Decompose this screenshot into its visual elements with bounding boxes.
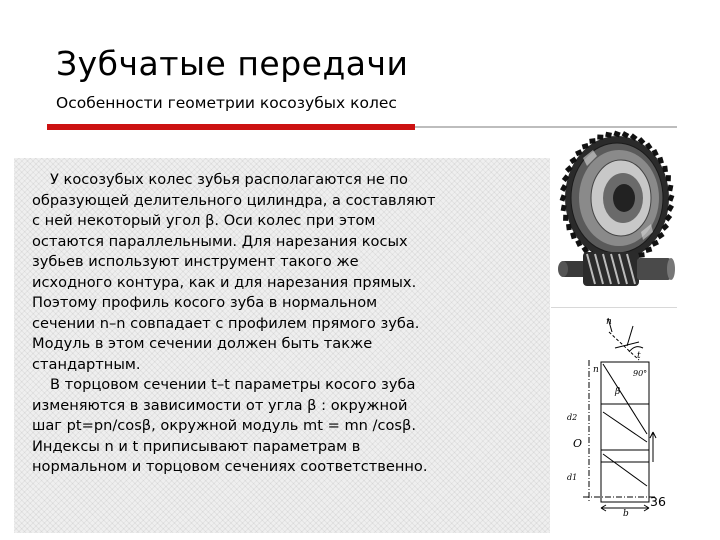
- gear-tooth: [561, 205, 567, 212]
- text-line: Модуль в этом сечении должен быть также: [32, 335, 373, 352]
- paragraph-1: [32, 170, 552, 375]
- text-line: с ней некоторый угол β. Оси колес при этом: [32, 212, 376, 229]
- helical-gear-schematic: [553, 312, 675, 518]
- text-line: У косозубых колес зубья располагаются не по: [50, 171, 408, 188]
- gear-tooth: [566, 224, 572, 231]
- body-text-panel: [14, 158, 550, 533]
- figure-divider: [551, 307, 677, 308]
- gear-tooth: [667, 185, 673, 192]
- label-d1: d1: [567, 473, 578, 482]
- gear-tooth: [589, 138, 596, 144]
- text-line: стандартным.: [32, 355, 141, 373]
- slide-subtitle: Особенности геометрии косозубых колес: [56, 94, 397, 112]
- gear-tooth: [662, 166, 668, 173]
- text-line: нормальном и торцовом сечениях соответственно.: [32, 458, 428, 475]
- gear-outline: [601, 362, 649, 502]
- text-line: Индексы n и t приписывают параметрам в: [32, 437, 361, 455]
- slide-title: Зубчатые передачи: [56, 44, 409, 83]
- label-b: b: [623, 509, 629, 518]
- text-line: Поэтому профиль косого зуба в нормальном: [32, 294, 378, 311]
- label-n-top: n: [606, 317, 612, 327]
- label-beta: β: [615, 387, 621, 397]
- page-number: 36: [650, 494, 666, 509]
- gear-tooth: [666, 175, 671, 181]
- helical-gear-image: [553, 128, 675, 304]
- text-line: зубьев используют инструмент такого же: [32, 253, 359, 270]
- gear-tooth: [563, 215, 568, 221]
- text-line: изменяются в зависимости от угла β : окружной: [32, 396, 408, 414]
- label-angle: 90°: [633, 369, 648, 378]
- label-t: t: [637, 351, 641, 361]
- title-underline-accent: [47, 124, 415, 130]
- text-line: образующей делительного цилиндра, а составляют: [32, 191, 436, 209]
- text-line: остаются параллельными. Для нарезания косых: [32, 232, 408, 250]
- label-d2: d2: [567, 413, 578, 422]
- pinion-gear: [558, 252, 675, 286]
- text-line: исходного контура, как и для нарезания прямых.: [32, 273, 417, 291]
- text-line: сечении n–n совпадает с профилем прямого зуба.: [32, 314, 420, 332]
- large-gear: [560, 131, 675, 266]
- text-line: В торцовом сечении t–t параметры косого зуба: [50, 376, 416, 393]
- text-line: шаг pt=pn/cosβ, окружной модуль mt = mn /cosβ.: [32, 417, 416, 434]
- label-n-left: n: [593, 365, 599, 375]
- gear-tooth: [638, 252, 645, 258]
- gear-tooth: [605, 132, 612, 138]
- paragraph-2: [32, 375, 552, 478]
- label-o: O: [573, 437, 583, 450]
- gear-tooth: [597, 135, 603, 140]
